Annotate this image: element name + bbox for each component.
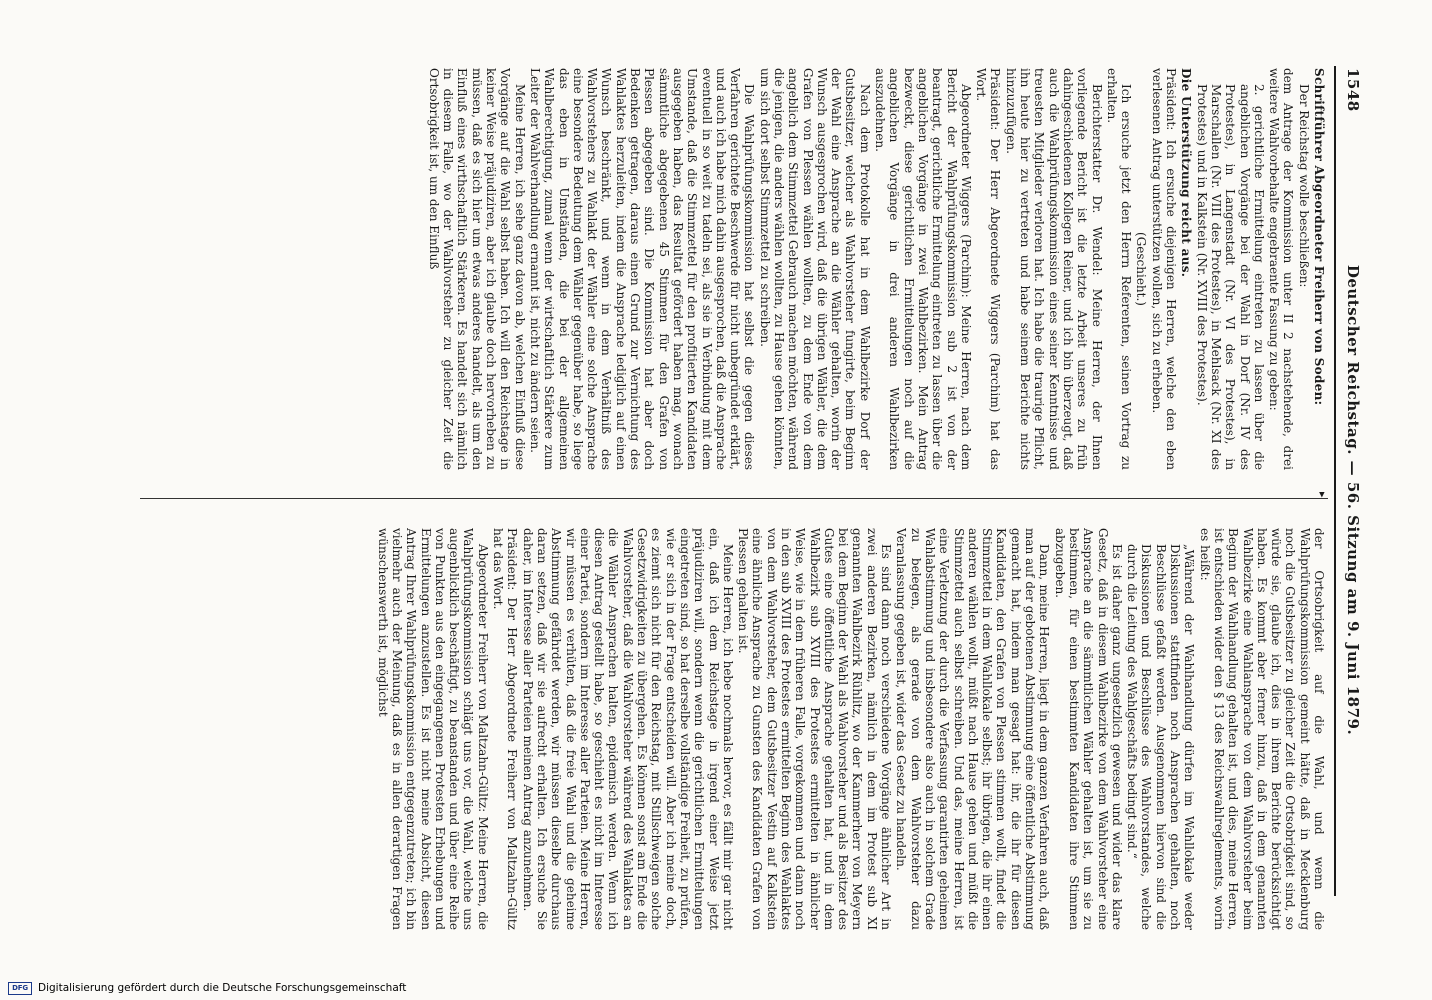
right-text-column <box>136 528 1326 930</box>
paragraph: (Geschieht.) <box>1134 232 1149 306</box>
paragraph: Der Reichstag wolle beschließen: <box>1296 84 1311 288</box>
page-number: 1548 <box>1344 68 1362 112</box>
left-text-column <box>136 68 1326 470</box>
paragraph: Abgeordneter Freiherr von Maltzahn-Gültz: Meine Herren, die Wahlprüfungskommission schlägt uns vor, die Wahl, welche uns augenblicklich beschäftigt, zu beanstanden und über eine Reihe von Punkten aus den eingegangenen Protesten Erhebungen und Ermittelungen anzustellen. Es ist nicht meine Absicht, diesen Antrag Ihrer Wahlprüfungskommission entgegenzutreten; ich bin vielmehr auch der Meinung, daß es in allen derartigen Fragen wünschenswerth ist, möglichst <box>375 528 490 930</box>
paragraph: Es ist daher ganz ungesetzlich gewesen und wider das klare Gesetz, daß in diesem Wahlbezirke von dem Wahlvorsteher eine Ansprache an die sämmtlichen Wähler gehalten ist, um sie zu bestimmen, für einen bestimmten Kandidaten ihre Stimmen abzugeben. <box>1052 528 1124 930</box>
paragraph: Berichterstatter Dr. Wendel: Meine Herren, der Ihnen vorliegende Bericht ist die letzte Arbeit unseres zu früh dahingeschiedenen Kollegen Reiner, und ich bin überzeugt, daß auch die Wahlprüfungskommission eines seiner Kenntnisse und treuesten Mitglieder verloren hat. Ich habe die traurige Pflicht, ihn heute hier zu vertreten und habe seinem Berichte nichts hinzuzufügen. <box>1003 68 1104 470</box>
digitization-credit: Digitalisierung gefördert durch die Deutsche Forschungsgemeinschaft <box>38 982 407 994</box>
paragraph: Nach dem Protokolle hat in dem Wahlbezirke Dorf der Gutsbesitzer, welcher als Wahlvorsteher fungirte, beim Beginn der Wahl eine Ansprache an die Wähler gehalten, worin der Wunsch ausgesprochen wird, daß die übrigen Wähler, die dem Grafen von Plessen wählen wollten, zu dem Ende von dem angeblich dem Stimmzettel Gebrauch machen möchten, während die jenigen, die anders wählen wollten, zu Hause gehen könnten, um sich dort selbst Stimmzettel zu schreiben. <box>757 68 872 470</box>
paragraph: Meine Herren, ich hebe nochmals hervor, es fällt mir gar nicht ein, daß ich dem Reichstage in irgend einer Weise jetzt präjudiziren will, sondern wenn die gerichtlichen Ermittelungen eingetreten sind, so hat derselbe vollständige Freiheit, zu prüfen, wie er sich in der Frage entscheiden will. Aber ich meine doch, es ziemt sich nicht für den Reichstag, mit Stillschweigen solche Gesetzwidrigkeiten zu übergehen. Es können sonst am Ende die Wahlvorsteher, daß die Wahlvorsteher während des Wahlaktes an die Wähler Ansprachen halten, epidemisch werden. Wenn ich diesen Antrag gestellt habe, so geschieht es nicht im Interesse einer Partei, sondern im Interesse aller Parteien. Meine Herren, wir müssen es verhüten, daß die freie Wahl und die geheime Abstimmung gefährdet werden, wir müssen dieselbe durchaus daran setzen, daß wir sie aufrecht erhalten. Ich ersuche Sie daher, im Interesse aller Parteien meinen Antrag anzunehmen. <box>520 528 735 930</box>
paragraph: Dann, meine Herren, liegt in dem ganzen Verfahren auch, daß man auf der gebotenen Abstimmung eine öffentliche Abstimmung gemacht hat, indem man gesagt hat: ihr, die ihr für diesen Kandidaten, den Grafen von Plessen stimmen wollt, findet die Stimmzettel in dem Wahllokale selbst; ihr übrigen, die ihr einen anderen wählen wollt, müßt nach Hause gehen und müßt die Stimmzettel auch selbst schreiben. Und das, meine Herren, ist eine Verletzung der durch die Verfassung garantirten geheimen Wahlabstimmung und insbesondere also auch in solchem Grade zu belegen, als gerade von dem Wahlvorsteher dazu Veranlassung gegeben ist, wider das Gesetz zu handeln. <box>894 528 1052 930</box>
paragraph: Es sind dann noch verschiedene Vorgänge ähnlicher Art in zwei anderen Bezirken, nämlich in dem im Protest sub XI genannten Wahlbezirk Rühlitz, wo der Kammerherr von Meyern bei dem Beginn der Wahl als Wahlvorsteher und als Besitzer des Gutes eine öffentliche Ansprache gehalten hat, und in dem Wahlbezirk sub XVIII des Protestes ermittelten in ähnlicher Weise, wie in dem früheren Falle, vorgekommen und dann noch in den sub XVIII des Protestes ermittelten Beginn des Wahlaktes von dem Wahlvorsteher, dem Gutsbesitzer Vestin auf Kalkstein eine ähnliche Ansprache zu Gunsten des Kandidaten Grafen von Plessen gehalten ist. <box>736 528 894 930</box>
paragraph: der Ortsobrigkeit auf die Wahl, und wenn die Wahlprüfungskommission gemeint hätte, daß in Mecklenburg noch die Gutsbesitzer zu gleicher Zeit die Ortsobrigkeit sind, so würde sie, glaube ich, dies in ihrem Berichte berücksichtigt haben. Es kommt aber ferner hinzu, daß in dem genannten Wahlbezirke eine Wahlansprache von dem Wahlvorsteher beim Beginn der Wahlhandlung gehalten ist, und dies, meine Herren, ist entschieden wider den § 13 des Reichswahlreglements, worin es heißt: <box>1197 528 1326 930</box>
paragraph: Die Unterstützung reicht aus. <box>1179 68 1194 278</box>
header-rule <box>1334 66 1336 896</box>
digitization-footer <box>8 980 1424 996</box>
paragraph: Präsident: Der Herr Abgeordnete Freiherr von Maltzahn-Gültz hat das Wort. <box>491 528 520 930</box>
paragraph: Schriftführer Abgeordneter Freiherr von Soden: <box>1312 68 1326 406</box>
dfg-logo: DFG <box>8 982 32 995</box>
column-marker-arrow: ▸ <box>1316 492 1329 498</box>
running-title: Deutscher Reichstag. — 56. Sitzung am 9. Juni 1879. <box>1344 264 1362 736</box>
paragraph: Abgeordneter Wiggers (Parchim): Meine Herren, nach dem Bericht der Wahlprüfungskommission sub 2 ist von der beantragt, gerichtliche Ermittelung eintreten zu lassen über die angeblichen Vorgänge in zwei Wahlbezirken. Mein Antrag bezweckt, diese gerichtlichen Ermittelungen noch auf die angeblichen Vorgänge in drei anderen Wahlbezirken auszudehnen. <box>873 68 973 470</box>
paragraph: „Während der Wahlhandlung dürfen im Wahllokale weder Diskussionen stattfinden noch Ansprachen gehalten, noch Beschlüsse gefaßt werden. Ausgenommen hiervon sind die Diskussionen und Beschlüsse des Wahlvorstandes, welche durch die Leitung des Wahlgeschäfts bedingt sind.“ <box>1125 544 1197 930</box>
paragraph: Die Wahlprüfungskommission hat selbst die gegen dieses Verfahren gerichtete Beschwerde für nicht unbegründet erklärt, und auch ich habe mich dahin ausgesprochen, daß die Ansprache eventuell in so weit zu tadeln sei, als sie in Verbindung mit dem Umstande, daß die Stimmzettel für den profitierten Kandidaten ausgegeben haben, das Resultat gefördert haben mag, wonach sämmtliche abgegebenen 45 Stimmen für den Grafen von Plessen abgegeben sind. Die Kommission hat aber doch Bedenken getragen, daraus einen Grund zur Vernichtung des Wahlaktes herzuleiten, indem die Ansprache lediglich auf einen Wunsch beschränkt, und wenn in dem Verhältniß des Wahlvorstehers zu Wahlakt der Wähler eine solche Ansprache eine besondere Bedeutung dem Wähler gegenüber habe, so liege das eben in Umständen, die bei der allgemeinen Wahlberechtigung, zumal wenn der wirtschaftlich Stärkere zum Leiter der Wahlverhandlung ernannt ist, nicht zu ändern seien. <box>527 68 757 470</box>
paragraph: dem Antrage der Kommission unter II 2 nachstehende, drei weitere Wahlvorbehalte engebraente Fassung zu geben: <box>1267 68 1296 470</box>
paragraph: 2. gerichtliche Ermittelung eintreten zu lassen über die angeblichen Vorgänge bei der Wahl in Dorf (Nr. IV des Protestes), in Langenstadt (Nr. VI des Protestes), in Marschallen (Nr. VIII des Protestes), in Mehlsack (Nr. XI des Protestes) und in Kalkstein (Nr. XVIII des Protestes). <box>1194 84 1266 470</box>
paragraph: Ich ersuche jetzt den Herrn Referenten, seinen Vortrag zu erhalten. <box>1104 68 1134 470</box>
paragraph: Präsident: Ich ersuche diejenigen Herren, welche den eben verlesenen Antrag unterstützen wollen, sich zu erheben. <box>1149 68 1179 470</box>
paragraph: Meine Herren, ich sehe ganz davon ab, welchen Einfluß diese Vorgänge auf die Wahl selbst haben. Ich will den Reichstage in keiner Weise präjudiziren, aber ich glaube doch hervorheben zu müssen, daß es sich hier um etwas anderes handelt, als um den Einfluß eines wirthschaftlich Stärkeren. Es handelt sich nämlich in diesem Falle, wo der Wahlvorsteher zu gleicher Zeit die Ortsobrigkeit ist, um den Einfluß <box>426 68 527 470</box>
column-divider <box>140 498 1328 499</box>
paragraph: Präsident: Der Herr Abgeordnete Wiggers (Parchim) hat das Wort. <box>974 68 1003 470</box>
